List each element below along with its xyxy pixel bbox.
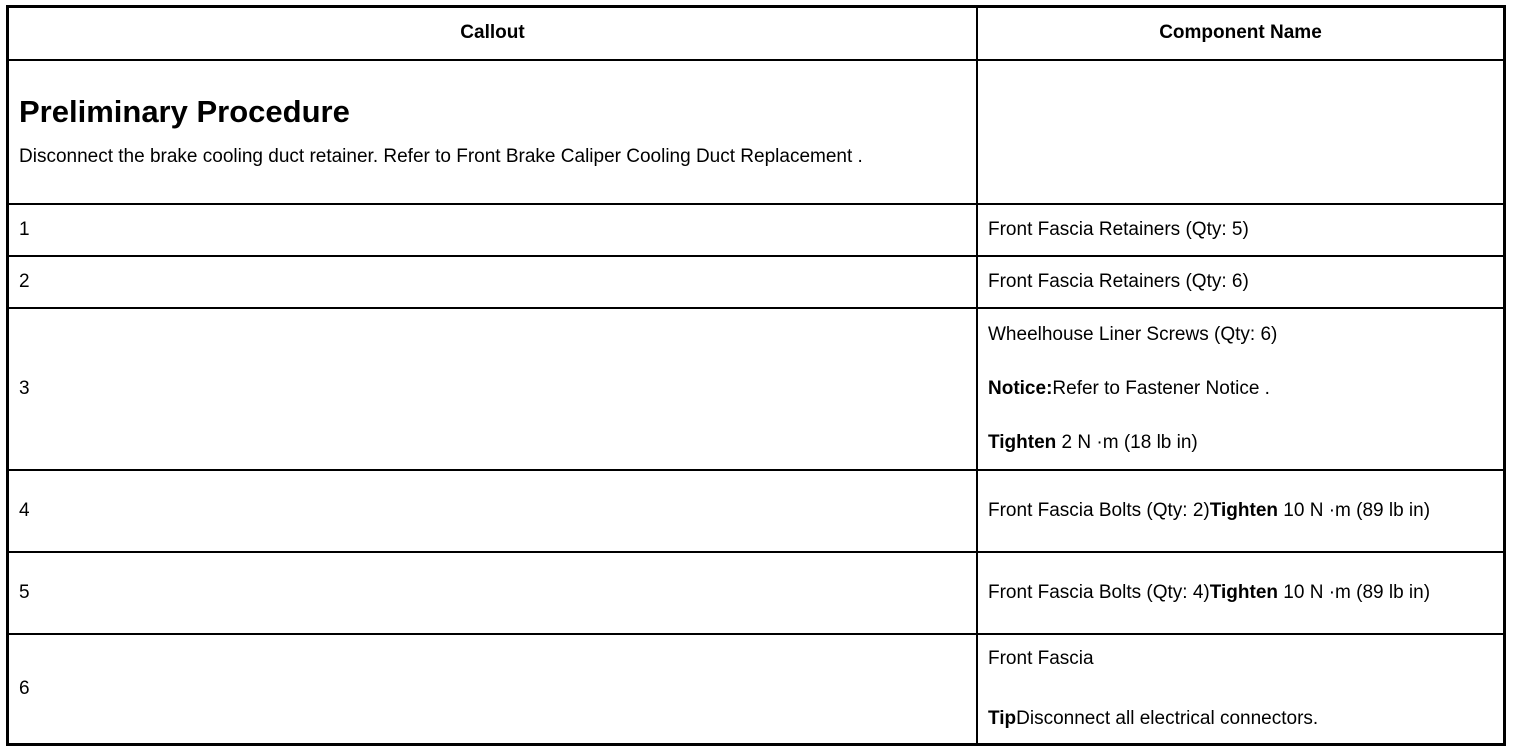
- notice-label: Notice:: [988, 377, 1053, 399]
- component-name-cell: Front Fascia Retainers (Qty: 5): [977, 204, 1503, 256]
- preliminary-text: Disconnect the brake cooling duct retainer. Refer to Front Brake Caliper Cooling Duct Replacement .: [19, 146, 863, 167]
- component-name-cell: [977, 470, 1503, 552]
- component-name-text: Front Fascia Bolts (Qty: 4): [988, 581, 1210, 603]
- table-row: [9, 470, 1503, 552]
- table-row: [9, 552, 1503, 634]
- tip-text: Disconnect all electrical connectors.: [1016, 707, 1319, 729]
- component-name-cell: Front Fascia Retainers (Qty: 6): [977, 256, 1503, 308]
- callout-cell: 5: [9, 552, 977, 634]
- table-row: [9, 256, 1503, 308]
- tighten-label: Tighten: [988, 431, 1057, 453]
- callout-cell: 3: [9, 308, 977, 470]
- tighten-text: 10 N ·m (89 lb in): [1278, 499, 1431, 521]
- callout-cell: 1: [9, 204, 977, 256]
- callout-cell: 2: [9, 256, 977, 308]
- component-name-text: Front Fascia Bolts (Qty: 2): [988, 499, 1210, 521]
- tighten-label: Tighten: [1209, 499, 1278, 521]
- tighten-text: 10 N ·m (89 lb in): [1278, 581, 1431, 603]
- table-header-row: [9, 8, 1503, 60]
- component-name-text: Front Fascia: [988, 647, 1094, 669]
- header-component-name: Component Name: [977, 8, 1503, 60]
- tip-line: [988, 706, 1493, 732]
- table-row: [9, 634, 1503, 743]
- tighten-text: 2 N ·m (18 lb in): [1056, 431, 1198, 453]
- tighten-label: Tighten: [1209, 581, 1278, 603]
- component-name-text: Wheelhouse Liner Screws (Qty: 6): [988, 323, 1278, 345]
- component-name-cell: [977, 634, 1503, 743]
- tighten-line: [988, 430, 1493, 456]
- notice-text: Refer to Fastener Notice .: [1052, 377, 1270, 399]
- notice-line: [988, 376, 1493, 402]
- procedure-table-frame: [6, 5, 1506, 746]
- header-callout: Callout: [9, 8, 977, 60]
- preliminary-title: Preliminary Procedure: [19, 94, 350, 129]
- tip-label: Tip: [988, 707, 1017, 729]
- component-name-cell: [977, 308, 1503, 470]
- component-name-cell: [977, 552, 1503, 634]
- table-row: [9, 308, 1503, 470]
- table-row: [9, 204, 1503, 256]
- preliminary-cell: [9, 60, 977, 205]
- procedure-table: [9, 8, 1503, 743]
- preliminary-empty-cell: [977, 60, 1503, 205]
- table-row-preliminary: [9, 60, 1503, 205]
- callout-cell: 6: [9, 634, 977, 743]
- callout-cell: 4: [9, 470, 977, 552]
